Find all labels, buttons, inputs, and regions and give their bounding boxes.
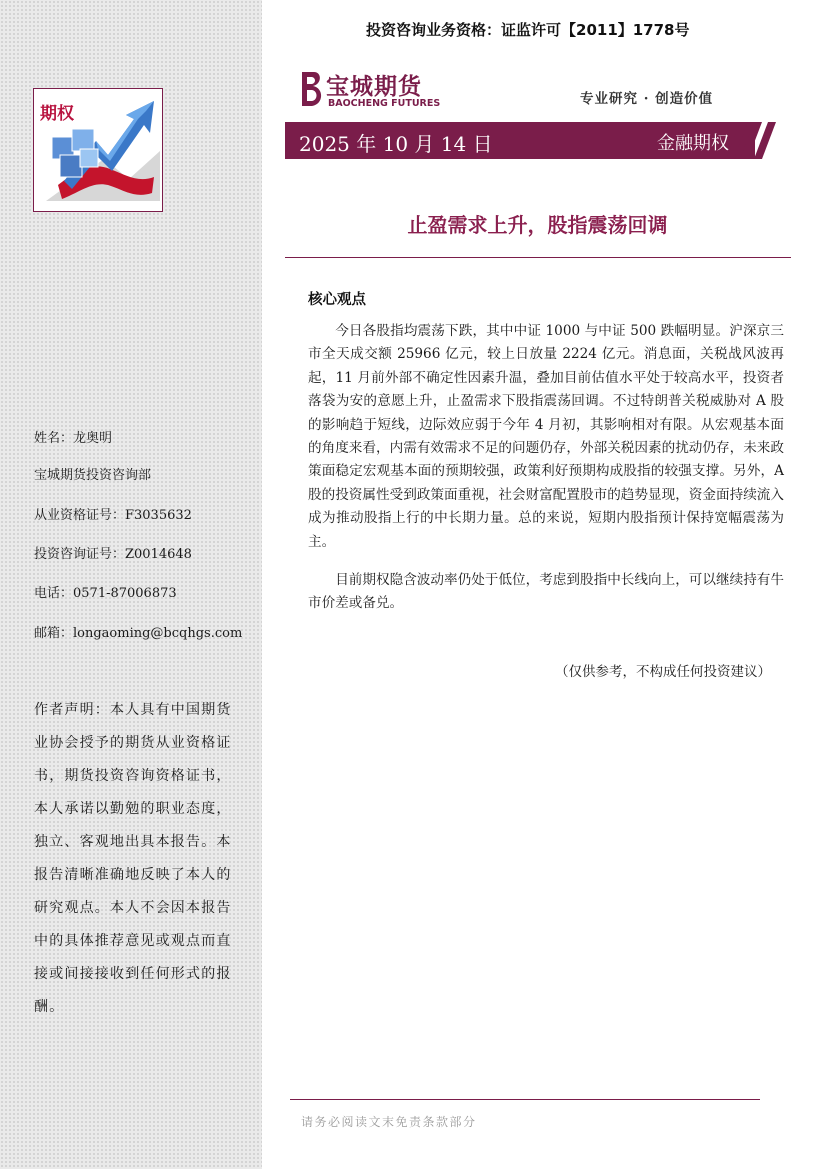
logo-label: 期权 <box>40 104 74 124</box>
options-logo-image <box>33 88 163 212</box>
slogan: 专业研究 · 创造价值 <box>580 91 714 107</box>
title-divider <box>285 257 791 258</box>
footer-divider <box>290 1099 760 1100</box>
certificate-line: 投资咨询业务资格：证监许可【2011】1778号 <box>366 21 690 39</box>
email: 邮箱：longaoming@bcqhgs.com <box>34 626 243 641</box>
company-emblem-icon <box>298 70 324 108</box>
paragraph-1: 今日各股指均震荡下跌，其中中证 1000 与中证 500 跌幅明显。沪深京三市全天成交额 25966 亿元，较上日放量 2224 亿元。消息面，关税战风波再起，11 月前外部不确定性因素升温，叠加目前估值水平处于较高水平，投资者落袋为安的意愿上升，止盈需求下股指震荡回调。不过特朗普关税威胁对 A 股的影响趋于短线，边际效应弱于今年 4 月初，其影响相对有限。从宏观基本面的角度来看，内需有效需求不足的问题仍存，外部关税因素的扰动仍存，未来政策面稳定宏观基本面的预期较强，政策利好预期构成股指的较强支撑。另外，A 股的投资属性受到政策面重视，社会财富配置股市的趋势显现，资金面持续流入成为推动股指上行的中长期力量。总的来说，短期内股指预计保持宽幅震荡为主。 <box>308 323 784 550</box>
practice-certificate: 从业资格证号：F3035632 <box>34 508 192 523</box>
banner-stripes-decoration <box>726 122 786 159</box>
department: 宝城期货投资咨询部 <box>34 468 152 483</box>
company-logo <box>298 68 441 112</box>
phone: 电话：0571-87006873 <box>34 586 177 601</box>
consulting-certificate: 投资咨询证号：Z0014648 <box>34 547 192 562</box>
author-statement: 作者声明：本人具有中国期货业协会授予的期货从业资格证书，期货投资咨询资格证书，本人承诺以勤勉的职业态度，独立、客观地出具本报告。本报告清晰准确地反映了本人的研究观点。本人不会因本报告中的具体推荐意见或观点而直接或间接接收到任何形式的报酬。 <box>34 702 232 1015</box>
report-date: 2025 年 10 月 14 日 <box>299 132 493 156</box>
company-name-cn: 宝城期货 <box>326 73 422 100</box>
disclaimer: （仅供参考，不构成任何投资建议） <box>555 664 771 680</box>
report-category: 金融期权 <box>657 133 729 154</box>
report-title: 止盈需求上升，股指震荡回调 <box>407 213 668 237</box>
sidebar <box>0 0 262 1169</box>
section-heading: 核心观点 <box>308 291 366 308</box>
footer-note: 请务必阅读文末免责条款部分 <box>301 1115 477 1129</box>
paragraph-2: 目前期权隐含波动率仍处于低位，考虑到股指中长线向上，可以继续持有牛市价差或备兑。 <box>308 572 784 612</box>
author-name: 姓名：龙奥明 <box>34 431 113 446</box>
company-name-en: BAOCHENG FUTURES <box>328 98 441 109</box>
date-banner <box>285 122 755 159</box>
